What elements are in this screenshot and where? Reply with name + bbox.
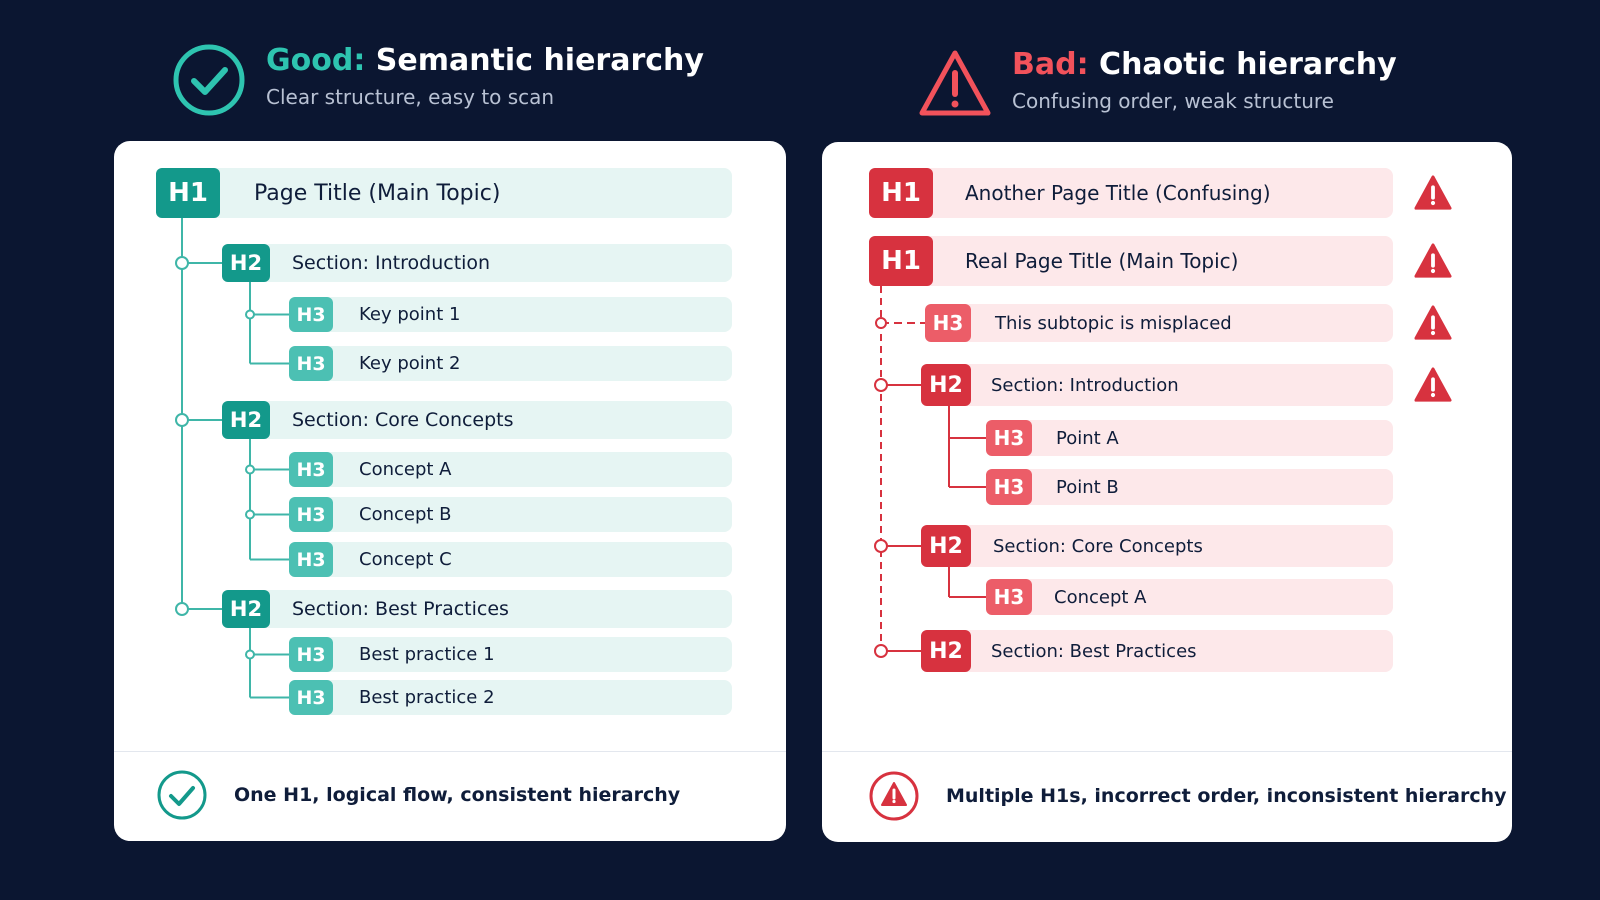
heading-level-badge: H2 [921, 525, 971, 567]
heading-level-badge: H3 [289, 452, 333, 487]
heading-label: Best practice 1 [359, 644, 495, 665]
good-heading-row [289, 680, 732, 715]
heading-label: Key point 1 [359, 304, 461, 325]
heading-level-badge: H1 [869, 236, 933, 286]
good-heading-row [222, 401, 732, 439]
bad-header [918, 47, 1397, 121]
tree-node-dot [246, 466, 254, 474]
heading-level-badge: H3 [925, 304, 971, 342]
heading-level-badge: H2 [222, 244, 270, 282]
warning-triangle-icon [918, 47, 992, 121]
tree-node-dot [875, 540, 887, 552]
good-heading-row [289, 452, 732, 487]
heading-label: Concept A [1054, 586, 1147, 608]
heading-level-badge: H1 [869, 168, 933, 218]
bad-heading-row [986, 469, 1393, 505]
bad-heading-row [925, 304, 1393, 342]
tree-node-dot [176, 257, 188, 269]
good-word: Good: [266, 43, 366, 78]
good-heading-row [289, 637, 732, 672]
good-title-text: Semantic hierarchy [375, 43, 704, 78]
tree-node-dot [246, 511, 254, 519]
good-heading-row [289, 542, 732, 577]
good-hierarchy-panel [114, 141, 786, 841]
heading-level-badge: H3 [289, 346, 333, 381]
tree-node-dot [176, 603, 188, 615]
good-heading-row [222, 590, 732, 628]
warning-triangle-icon [1414, 366, 1452, 408]
heading-label: Concept C [359, 549, 452, 570]
warning-triangle-icon [1414, 174, 1452, 216]
bad-heading-row [921, 630, 1393, 672]
heading-label: Section: Introduction [292, 252, 491, 274]
heading-label: Key point 2 [359, 353, 461, 374]
heading-level-badge: H3 [289, 542, 333, 577]
bad-heading-row [869, 168, 1393, 218]
bad-heading-row [921, 525, 1393, 567]
heading-label: Section: Best Practices [292, 598, 509, 620]
good-divider [114, 751, 786, 752]
check-circle-icon [156, 769, 208, 821]
bad-title [1012, 47, 1397, 83]
bad-footer [868, 770, 1507, 822]
heading-level-badge: H3 [986, 469, 1032, 505]
heading-level-badge: H3 [289, 497, 333, 532]
tree-node-dot [876, 318, 886, 328]
bad-footer-text: Multiple H1s, incorrect order, inconsistent hierarchy [946, 785, 1507, 807]
good-heading-row [289, 497, 732, 532]
heading-level-badge: H3 [289, 680, 333, 715]
heading-label: Page Title (Main Topic) [254, 180, 501, 206]
heading-label: Real Page Title (Main Topic) [965, 249, 1239, 273]
heading-label: Section: Introduction [991, 374, 1179, 396]
heading-level-badge: H3 [986, 579, 1032, 615]
heading-label: Another Page Title (Confusing) [965, 181, 1271, 205]
heading-level-badge: H2 [921, 630, 971, 672]
heading-label: Best practice 2 [359, 687, 495, 708]
heading-level-badge: H2 [921, 364, 971, 406]
tree-node-dot [176, 414, 188, 426]
bad-hierarchy-panel [822, 142, 1512, 842]
bad-word: Bad: [1012, 47, 1089, 82]
heading-level-badge: H3 [986, 420, 1032, 456]
heading-level-badge: H2 [222, 401, 270, 439]
bad-title-text: Chaotic hierarchy [1099, 47, 1397, 82]
heading-level-badge: H3 [289, 297, 333, 332]
good-heading-row [222, 244, 732, 282]
heading-label: Section: Core Concepts [292, 409, 514, 431]
bad-subtitle: Confusing order, weak structure [1012, 89, 1334, 113]
good-heading-row [289, 297, 732, 332]
heading-label: Concept B [359, 504, 452, 525]
check-circle-icon [172, 43, 246, 117]
bad-heading-row [986, 420, 1393, 456]
heading-label: Section: Core Concepts [993, 535, 1203, 557]
heading-label: This subtopic is misplaced [995, 312, 1232, 334]
heading-level-badge: H1 [156, 168, 220, 218]
good-header [172, 43, 704, 117]
heading-label: Section: Best Practices [991, 640, 1197, 662]
tree-node-dot [875, 379, 887, 391]
bad-heading-row [869, 236, 1393, 286]
warning-triangle-icon [1414, 304, 1452, 346]
good-subtitle: Clear structure, easy to scan [266, 85, 555, 109]
heading-level-badge: H2 [222, 590, 270, 628]
tree-node-dot [246, 311, 254, 319]
bad-heading-row [986, 579, 1393, 615]
tree-node-dot [875, 645, 887, 657]
heading-label: Point A [1056, 427, 1119, 449]
warning-triangle-icon [1414, 242, 1452, 284]
good-heading-row [156, 168, 732, 218]
good-footer [156, 769, 680, 821]
tree-node-dot [246, 651, 254, 659]
warning-circle-icon [868, 770, 920, 822]
bad-divider [822, 751, 1512, 752]
heading-level-badge: H3 [289, 637, 333, 672]
bad-heading-row [921, 364, 1393, 406]
heading-label: Concept A [359, 459, 452, 480]
good-title [266, 43, 704, 79]
good-footer-text: One H1, logical flow, consistent hierarchy [234, 784, 681, 806]
heading-label: Point B [1056, 476, 1119, 498]
good-heading-row [289, 346, 732, 381]
